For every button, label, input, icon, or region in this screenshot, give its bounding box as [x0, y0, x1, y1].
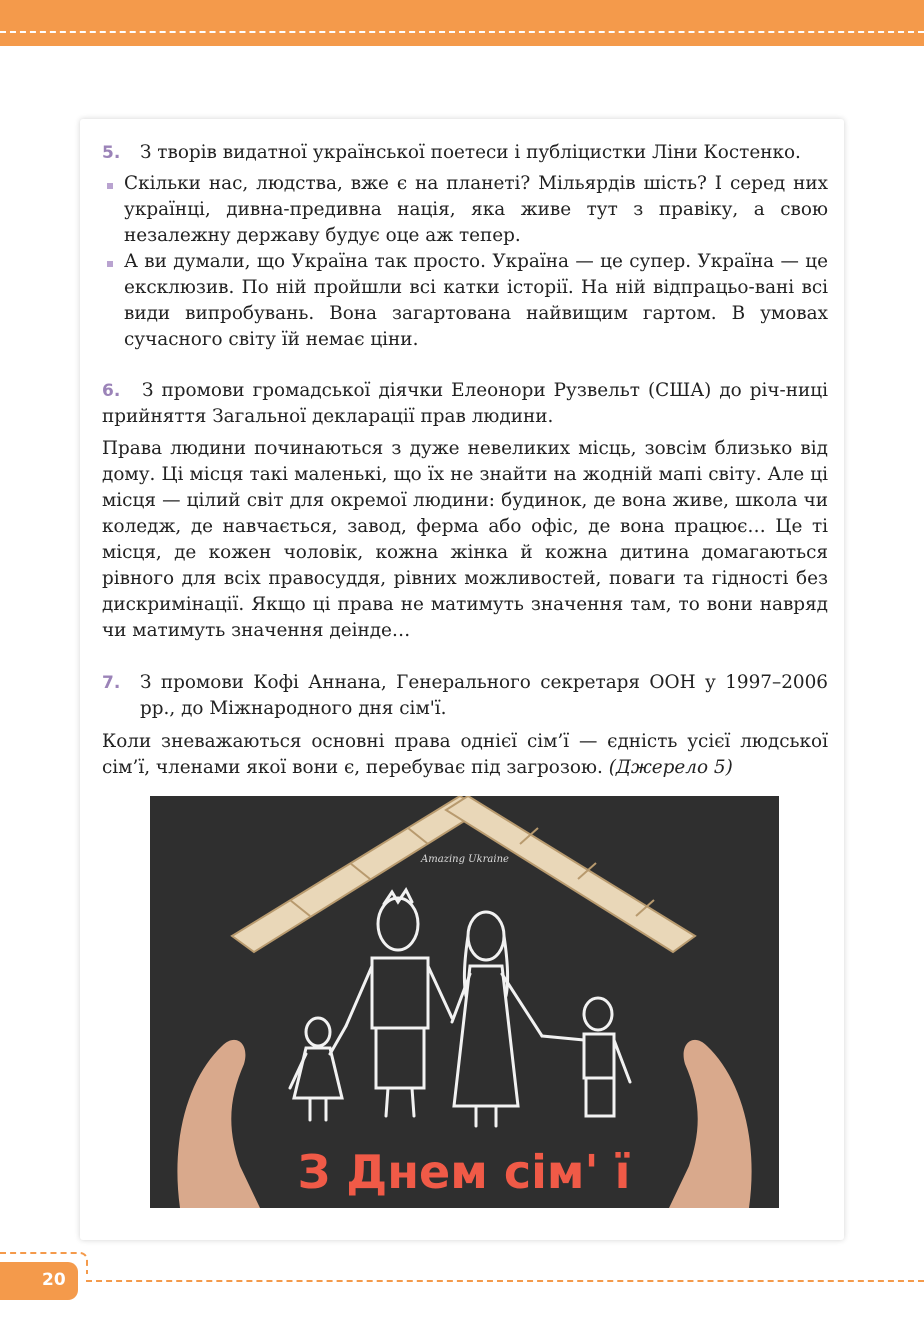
section-6-heading: З промови громадської діячки Елеонори Рузвельт (США) до річ-ниці прийняття Загальної декларації прав людини. [102, 380, 828, 427]
section-5-heading: З творів видатної української поетеси і публіцистки Ліни Костенко. [140, 142, 801, 163]
page-number: 20 [42, 1270, 66, 1290]
footer-dashed-line [86, 1280, 924, 1282]
top-header-band [0, 0, 924, 46]
bullet-marker [107, 183, 113, 189]
image-caption: З Днем сім' ї [297, 1145, 631, 1199]
section-6-number: 6. [102, 381, 121, 401]
source-reference: (Джерело 5) [608, 757, 733, 778]
section-6-body: Права людини починаються з дуже невеликих місць, зовсім близько від дому. Ці місця такі маленькі, що їх не знайти на жодній мапі світу. Але ці місця — цілий світ для окремої людини: будинок, де вона живе, школа чи коледж, де навчається, завод, ферма або офіс, де вона працює… Це ті місця, де кожен чоловік, кожна жінка й кожна дитина домагаються рівного для всіх правосуддя, рівних можливостей, поваги та гідності без дискримінації. Якщо ці права не матимуть значення там, то вони навряд чи матимуть значення деінде… [102, 438, 828, 641]
family-day-image [150, 796, 779, 1208]
bullet-marker [107, 261, 113, 267]
section-7-heading: З промови Кофі Аннана, Генерального секретаря ООН у 1997–2006 рр., до Міжнародного дня сім'ї. [140, 672, 828, 719]
section-7-body [102, 729, 828, 781]
page-number-tab [0, 1262, 78, 1300]
image-watermark: Amazing Ukraine [421, 854, 509, 865]
section-7-quote: Коли зневажаються основні права однієї сім’ї — єдність усієї людської сім’ї, членами якої вони є, перебуває під загрозою. [102, 731, 828, 778]
section-7-number: 7. [102, 673, 121, 693]
header-dashed-line [0, 31, 924, 33]
section-5-number: 5. [102, 143, 121, 163]
section-5-bullet-2: А ви думали, що Україна так просто. Україна — це супер. Україна — це ексклюзив. По ній пройшли всі катки історії. На ній відпрацьо-вані всі види випробувань. Вона загартована найвищим гартом. В умовах сучасного світу їй немає ціни. [124, 251, 828, 350]
section-5-bullet-1: Скільки нас, людства, вже є на планеті? Мільярдів шість? І серед них українці, дивна-предивна нація, яка живе тут з правіку, а свою незалежну державу будує оце аж тепер. [124, 173, 828, 246]
